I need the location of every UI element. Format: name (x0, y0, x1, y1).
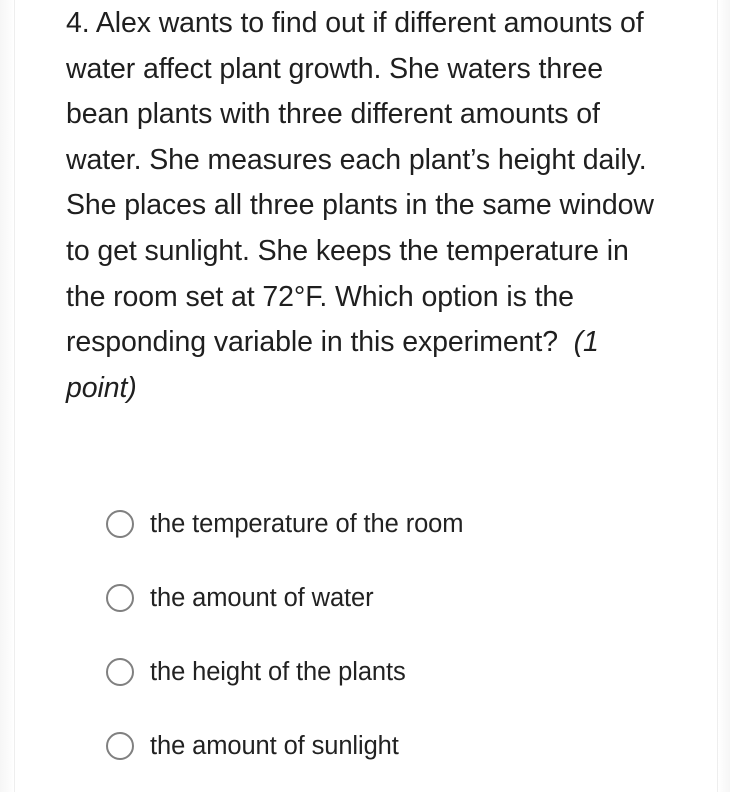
answer-option-label: the amount of water (150, 583, 374, 612)
page-edge-left (0, 0, 15, 792)
question-number: 4. (66, 7, 96, 39)
answer-option-height[interactable] (106, 652, 666, 692)
radio-button[interactable] (106, 584, 134, 612)
question-text (66, 1, 666, 411)
radio-button[interactable] (106, 732, 134, 760)
answer-option-label: the temperature of the room (150, 509, 464, 538)
answer-options (106, 504, 666, 800)
answer-option-label: the amount of sunlight (150, 731, 399, 760)
question-body: Alex wants to find out if different amounts of water affect plant growth. She waters three bean plants with three different amounts of water. She measures each plant’s height daily. She places all three plants in the same window to get sunlight. She keeps the temperature in the room set at 72°F. Which option is the responding variable in this experiment? (66, 7, 654, 359)
answer-option-sunlight[interactable] (106, 726, 666, 766)
radio-button[interactable] (106, 510, 134, 538)
page-edge-right (717, 0, 730, 792)
question-points: (1 point) (66, 326, 599, 404)
answer-option-water[interactable] (106, 578, 666, 618)
answer-option-temperature[interactable] (106, 504, 666, 544)
answer-option-label: the height of the plants (150, 657, 406, 686)
radio-button[interactable] (106, 658, 134, 686)
